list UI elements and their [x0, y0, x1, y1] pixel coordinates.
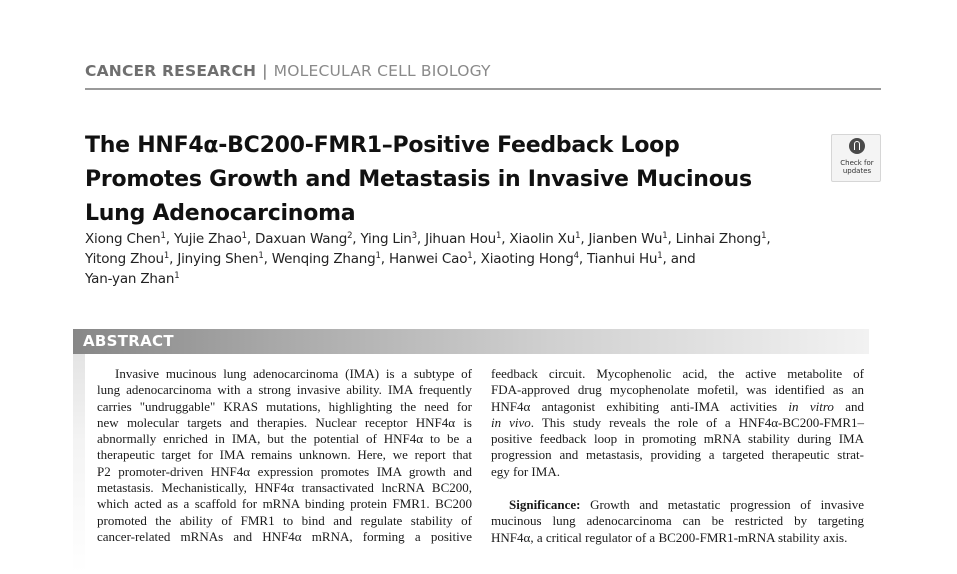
abstract-heading-bar: [73, 329, 869, 354]
abstract-heading: ABSTRACT: [83, 332, 174, 350]
abstract-line: progression and metastasis, providing a targeted therapeutic strat-: [491, 447, 864, 463]
affiliation-marker: 1: [174, 271, 180, 281]
author-name: Jianben Wu: [588, 231, 663, 247]
affiliation-marker: 1: [375, 251, 381, 261]
abstract-line: HNF4α antagonist exhibiting anti-IMA activities in vitro and: [491, 398, 864, 414]
journal-name: CANCER RESEARCH: [85, 62, 257, 80]
abstract-line: cancer-related mRNAs and HNF4α mRNA, forming a positive: [97, 528, 472, 544]
check-for-updates-label: Check for updates: [840, 159, 874, 175]
affiliation-marker: 1: [662, 231, 668, 241]
abstract-line: positive feedback loop in promoting mRNA stability during IMA: [491, 431, 864, 447]
affiliation-marker: 1: [163, 251, 170, 261]
abstract-line: Invasive mucinous lung adenocarcinoma (IMA) is a subtype of: [115, 366, 472, 381]
significance-label: Significance:: [509, 497, 581, 513]
author-name: Xiong Chen: [85, 231, 161, 247]
abstract-side-shade: [73, 354, 85, 574]
abstract-line: in vivo. This study reveals the role of a HNF4α-BC200-FMR1–: [491, 414, 864, 430]
abstract-line: feedback circuit. Mycophenolic acid, the active metabolite of: [491, 366, 864, 381]
abstract-left-column: [97, 366, 472, 545]
affiliation-marker: 1: [467, 251, 473, 261]
author-line: [85, 269, 845, 289]
paragraph-gap: [491, 480, 864, 497]
title-line: The HNF4α-BC200-FMR1–Positive Feedback Loop: [85, 133, 680, 158]
title-line: Promotes Growth and Metastasis in Invasive Mucinous: [85, 167, 752, 192]
abstract-line: egy for IMA.: [491, 463, 560, 479]
abstract-line: new molecular targets and therapies. Nuclear receptor HNF4α is: [97, 414, 472, 430]
title-line: Lung Adenocarcinoma: [85, 201, 356, 226]
abstract-line: therapeutic target for IMA remains unknown. Here, we report that: [97, 447, 472, 463]
author-name: Linhai Zhong: [675, 231, 762, 247]
check-for-updates-badge[interactable]: [831, 134, 881, 182]
check-for-updates-icon: [849, 138, 865, 154]
affiliation-marker: 1: [575, 231, 581, 241]
abstract-line: metastasis. Mechanistically, HNF4α transactivated lncRNA BC200,: [97, 480, 472, 496]
affiliation-marker: 1: [657, 251, 663, 261]
author-list: [85, 229, 845, 289]
abstract-line: which acted as a scaffold for mRNA binding protein FMR1. BC200: [97, 496, 472, 512]
affiliation-marker: 1: [761, 231, 767, 241]
author-name: Jinying Shen: [177, 251, 259, 267]
significance-line: Significance: Growth and metastatic progression of invasive: [509, 497, 864, 513]
author-name: Yujie Zhao: [173, 231, 242, 247]
section-name: MOLECULAR CELL BIOLOGY: [273, 62, 491, 80]
affiliation-marker: 4: [573, 251, 579, 261]
affiliation-marker: 1: [496, 231, 502, 241]
author-name: Yan-yan Zhan: [85, 271, 175, 287]
article-title: [85, 129, 785, 231]
abstract-line: FDA-approved drug mycophenolate mofetil, was identified as an: [491, 382, 864, 398]
affiliation-marker: 1: [258, 251, 264, 261]
abstract-line: promoted the ability of FMR1 to bind and regulate stability of: [97, 512, 472, 528]
author-name: Jihuan Hou: [425, 231, 496, 247]
abstract-right-column: [491, 366, 864, 546]
author-line: Yitong Zhou$^1$, Jinying Shen$^1$, Wenqing Zhang$^1$, Hanwei Cao$^1$, Xiaoting Hong$^4$, Tianhui Hu$^1$, and: [85, 251, 696, 267]
header-rule: [85, 88, 881, 90]
journal-header: [85, 62, 491, 80]
affiliation-marker: 2: [347, 231, 353, 241]
abstract-line: carries "undruggable" KRAS mutations, highlighting the need for: [97, 398, 472, 414]
abstract-line: P2 promoter-driven HNF4α expression promotes IMA growth and: [97, 463, 472, 479]
abstract-line: abnormally enriched in IMA, but the potential of HNF4α to be a: [97, 431, 472, 447]
author-name: Yitong Zhou: [85, 251, 164, 267]
header-separator: |: [262, 62, 268, 80]
significance-line: mucinous lung adenocarcinoma can be restricted by targeting: [491, 513, 864, 529]
author-name: Hanwei Cao: [388, 251, 468, 267]
affiliation-marker: 3: [411, 231, 417, 241]
author-name: Tianhui Hu: [587, 251, 658, 267]
author-line: Xiong Chen$^1$, Yujie Zhao$^1$, Daxuan Wang$^2$, Ying Lin$^3$, Jihuan Hou$^1$, Xiaolin Xu$^1$, Jianben Wu$^1$, Linhai Zhong$^1$,: [85, 231, 771, 247]
author-name: Xiaolin Xu: [509, 231, 576, 247]
affiliation-marker: 1: [160, 231, 166, 241]
affiliation-marker: 1: [241, 231, 247, 241]
author-name: Xiaoting Hong: [480, 251, 574, 267]
author-name: Wenqing Zhang: [271, 251, 376, 267]
author-name: Daxuan Wang: [255, 231, 348, 247]
abstract-line: lung adenocarcinoma with a strong invasive ability. IMA frequently: [97, 382, 472, 398]
significance-line: HNF4α, a critical regulator of a BC200-FMR1-mRNA stability axis.: [491, 529, 848, 545]
author-name: Ying Lin: [360, 231, 412, 247]
